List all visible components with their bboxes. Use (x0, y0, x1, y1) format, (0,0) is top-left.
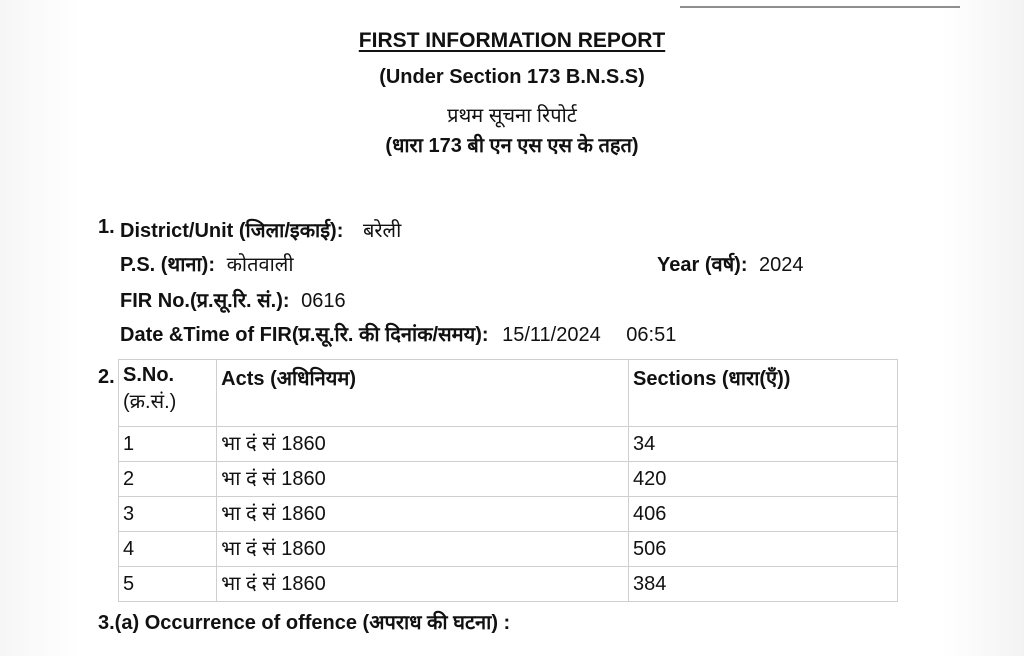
table-header-row (119, 360, 898, 427)
report-subtitle-hindi: (धारा 173 बी एन एस एस के तहत) (385, 135, 639, 157)
row-section: 420 (628, 462, 897, 497)
row-sno: 1 (119, 427, 217, 462)
fir-time-value: 06:51 (626, 324, 677, 346)
row-section: 34 (628, 427, 897, 462)
row-sno: 3 (119, 497, 217, 532)
header-sno (119, 360, 217, 427)
report-title: FIRST INFORMATION REPORT (358, 29, 666, 52)
district-label: District/Unit (जिला/इकाई): (120, 220, 344, 242)
table-row (119, 567, 898, 602)
section-3a-line (98, 608, 510, 635)
section-1-number: 1. (98, 216, 115, 238)
row-act: भा दं सं 1860 (217, 427, 629, 462)
police-station-line (120, 250, 294, 277)
row-act: भा दं सं 1860 (217, 462, 629, 497)
report-subtitle: (Under Section 173 B.N.S.S) (379, 66, 645, 88)
police-station-value: कोतवाली (226, 254, 294, 276)
year-line (657, 250, 804, 277)
header-sno-hindi: (क्र.सं.) (123, 391, 177, 413)
row-act: भा दं सं 1860 (217, 497, 629, 532)
section-3a-number: 3.(a) (98, 612, 140, 634)
cropped-top-edge (680, 0, 960, 8)
section-3a-label: Occurrence of offence (अपराध की घटना) : (144, 612, 511, 634)
report-title-hindi: प्रथम सूचना रिपोर्ट (447, 105, 577, 127)
fir-number-label: FIR No.(प्र.सू.रि. सं.): (120, 290, 290, 312)
row-sno: 2 (119, 462, 217, 497)
table-row (119, 427, 898, 462)
fir-number-value: 0616 (301, 290, 346, 312)
district-value: बरेली (362, 220, 402, 242)
table-row (119, 462, 898, 497)
table-row (119, 532, 898, 567)
row-sno: 5 (119, 567, 217, 602)
police-station-label: P.S. (थाना): (120, 254, 215, 276)
fir-date-value: 15/11/2024 (502, 324, 601, 346)
row-section: 384 (628, 567, 897, 602)
row-section: 406 (628, 497, 897, 532)
fir-datetime-label: Date &Time of FIR(प्र.सू.रि. की दिनांक/समय): (120, 324, 489, 346)
row-sno: 4 (119, 532, 217, 567)
table-row (119, 497, 898, 532)
row-act: भा दं सं 1860 (217, 567, 629, 602)
row-act: भा दं सं 1860 (217, 532, 629, 567)
district-line (120, 216, 401, 243)
header-sno-label: S.No. (123, 364, 175, 386)
header-acts: Acts (अधिनियम) (217, 360, 629, 427)
year-label: Year (वर्ष): (657, 254, 748, 276)
section-2-number: 2. (98, 366, 115, 388)
fir-number-line (120, 286, 346, 313)
acts-sections-table (118, 359, 898, 602)
header-sections: Sections (धारा(एँ)) (628, 360, 897, 427)
row-section: 506 (628, 532, 897, 567)
year-value: 2024 (759, 254, 804, 276)
fir-datetime-line (120, 320, 676, 347)
